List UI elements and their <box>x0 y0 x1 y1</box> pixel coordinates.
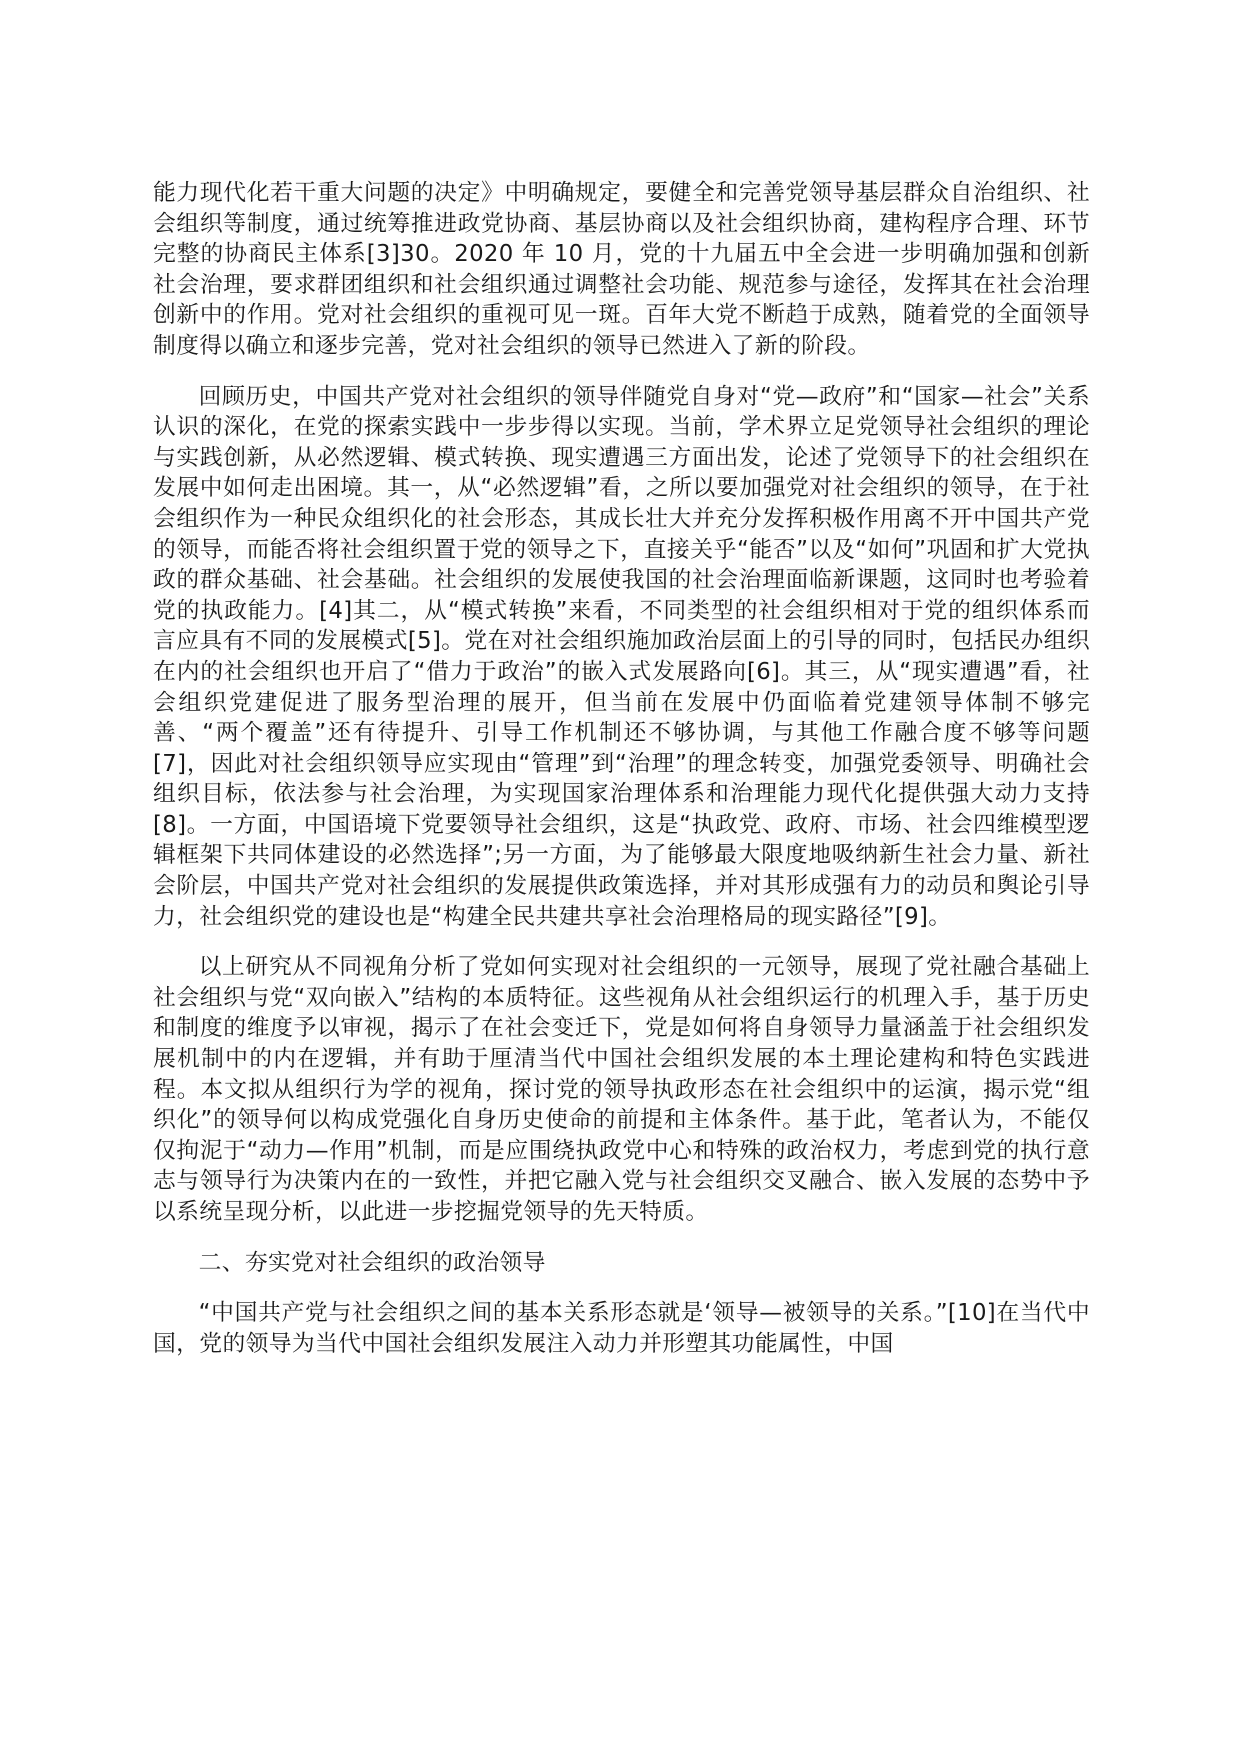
paragraph-literature-review: 回顾历史，中国共产党对社会组织的领导伴随党自身对“党—政府”和“国家—社会”关系认识的深化，在党的探索实践中一步步得以实现。当前，学术界立足党领导社会组织的理论与实践创新，从必然逻辑、模式转换、现实遭遇三方面出发，论述了党领导下的社会组织在发展中如何走出困境。其一，从“必然逻辑”看，之所以要加强党对社会组织的领导，在于社会组织作为一种民众组织化的社会形态，其成长壮大并充分发挥积极作用离不开中国共产党的领导，而能否将社会组织置于党的领导之下，直接关乎“能否”以及“如何”巩固和扩大党执政的群众基础、社会基础。社会组织的发展使我国的社会治理面临新课题，这同时也考验着党的执政能力。[4]其二，从“模式转换”来看，不同类型的社会组织相对于党的组织体系而言应具有不同的发展模式[5]。党在对社会组织施加政治层面上的引导的同时，包括民办组织在内的社会组织也开启了“借力于政治”的嵌入式发展路向[6]。其三，从“现实遭遇”看，社会组织党建促进了服务型治理的展开，但当前在发展中仍面临着党建领导体制不够完善、“两个覆盖”还有待提升、引导工作机制还不够协调，与其他工作融合度不够等问题[7]，因此对社会组织领导应实现由“管理”到“治理”的理念转变，加强党委领导、明确社会组织目标，依法参与社会治理，为实现国家治理体系和治理能力现代化提供强大动力支持[8]。一方面，中国语境下党要领导社会组织，这是“执政党、政府、市场、社会四维模型逻辑框架下共同体建设的必然选择”;另一方面，为了能够最大限度地吸纳新生社会力量、新社会阶层，中国共产党对社会组织的发展提供政策选择，并对其形成强有力的动员和舆论引导力，社会组织党的建设也是“构建全民共建共享社会治理格局的现实路径”[9]。 <box>153 383 1090 930</box>
paragraph-research-perspective: 以上研究从不同视角分析了党如何实现对社会组织的一元领导，展现了党社融合基础上社会组织与党“双向嵌入”结构的本质特征。这些视角从社会组织运行的机理入手，基于历史和制度的维度予以审视，揭示了在社会变迁下，党是如何将自身领导力量涵盖于社会组织发展机制中的内在逻辑，并有助于厘清当代中国社会组织发展的本土理论建构和特色实践进程。本文拟从组织行为学的视角，探讨党的领导执政形态在社会组织中的运演，揭示党“组织化”的领导何以构成党强化自身历史使命的前提和主体条件。基于此，笔者认为，不能仅仅拘泥于“动力—作用”机制，而是应围绕执政党中心和特殊的政治权力，考虑到党的执行意志与领导行为决策内在的一致性，并把它融入党与社会组织交叉融合、嵌入发展的态势中予以系统呈现分析，以此进一步挖掘党领导的先天特质。 <box>153 954 1090 1225</box>
paragraph-section-intro: “中国共产党与社会组织之间的基本关系形态就是‘领导—被领导的关系。”[10]在当代中国，党的领导为当代中国社会组织发展注入动力并形塑其功能属性，中国 <box>153 1300 1090 1357</box>
document-page <box>153 178 1090 1359</box>
paragraph-continuation: 能力现代化若干重大问题的决定》中明确规定，要健全和完善党领导基层群众自治组织、社会组织等制度，通过统筹推进政党协商、基层协商以及社会组织协商，建构程序合理、环节完整的协商民主体系[3]30。2020 年 10 月，党的十九届五中全会进一步明确加强和创新社会治理，要求群团组织和社会组织通过调整社会功能、规范参与途径，发挥其在社会治理创新中的作用。党对社会组织的重视可见一斑。百年大党不断趋于成熟，随着党的全面领导制度得以确立和逐步完善，党对社会组织的领导已然进入了新的阶段。 <box>153 180 1090 359</box>
section-heading: 二、夯实党对社会组织的政治领导 <box>198 1249 546 1276</box>
